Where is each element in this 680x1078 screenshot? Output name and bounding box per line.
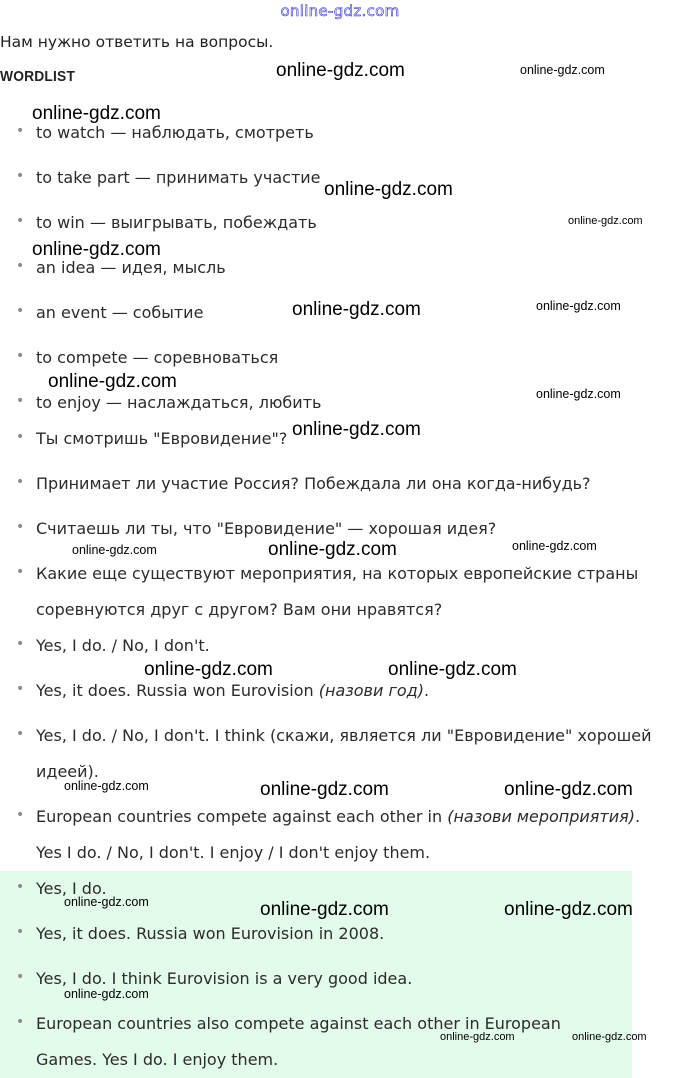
watermark-text: online-gdz.com <box>48 371 177 392</box>
watermark-text: online-gdz.com <box>268 539 397 560</box>
watermark-text: online-gdz.com <box>512 539 597 553</box>
watermark-text: online-gdz.com <box>536 387 621 401</box>
bullet-icon: • <box>16 969 25 985</box>
bullet-icon: • <box>16 168 25 184</box>
bullet-icon: • <box>16 348 25 364</box>
template-item: • European countries compete against each other in (назови мероприятия). <box>16 807 641 826</box>
wordlist-item: • to compete — соревноваться <box>16 348 279 367</box>
wordlist-item: • to watch — наблюдать, смотреть <box>16 123 314 142</box>
watermark-text: online-gdz.com <box>536 299 621 313</box>
template-item: • Yes, I do. / No, I don't. <box>16 636 210 655</box>
bullet-icon: • <box>16 807 25 823</box>
bullet-icon: • <box>16 429 25 445</box>
wordlist-item: • to enjoy — наслаждаться, любить <box>16 393 322 412</box>
intro-text: Нам нужно ответить на вопросы. <box>0 33 274 51</box>
bullet-icon: • <box>16 519 25 535</box>
watermark-text: online-gdz.com <box>292 419 421 440</box>
watermark-text: online-gdz.com <box>440 1031 515 1043</box>
question-item: • Принимает ли участие Россия? Побеждала ли она когда-нибудь? <box>16 474 591 493</box>
template-hint: (назови мероприятия) <box>447 807 636 826</box>
wordlist-item: • an event — событие <box>16 303 204 322</box>
wordlist-item: • to take part — принимать участие <box>16 168 321 187</box>
watermark-text: online-gdz.com <box>72 543 157 557</box>
watermark-text: online-gdz.com <box>568 215 643 227</box>
bullet-icon: • <box>16 924 25 940</box>
answer-item: • Yes, it does. Russia won Eurovision in 2008. <box>16 924 385 943</box>
watermark-text: online-gdz.com <box>504 779 633 800</box>
watermark-text: online-gdz.com <box>144 659 273 680</box>
template-item: • Yes, I do. / No, I don't. I think (скажи, является ли "Евровидение" хорошей <box>16 726 652 745</box>
wordlist-item: • an idea — идея, мысль <box>16 258 226 277</box>
template-item: • Yes, it does. Russia won Eurovision (назови год). <box>16 681 430 700</box>
bullet-icon: • <box>16 303 25 319</box>
question-item: • Какие еще существуют мероприятия, на которых европейские страны <box>16 564 639 583</box>
template-item-continuation: Yes I do. / No, I don't. I enjoy / I don't enjoy them. <box>36 843 431 862</box>
site-header-logo[interactable]: online-gdz.com <box>280 2 400 20</box>
template-hint: (назови год) <box>318 681 424 700</box>
watermark-text: online-gdz.com <box>64 987 149 1001</box>
watermark-text: online-gdz.com <box>324 179 453 200</box>
watermark-text: online-gdz.com <box>504 899 633 920</box>
bullet-icon: • <box>16 726 25 742</box>
bullet-icon: • <box>16 258 25 274</box>
watermark-text: online-gdz.com <box>276 60 405 81</box>
watermark-text: online-gdz.com <box>292 299 421 320</box>
wordlist-title: WORDLIST <box>0 68 76 85</box>
watermark-text: online-gdz.com <box>32 239 161 260</box>
watermark-text: online-gdz.com <box>64 895 149 909</box>
bullet-icon: • <box>16 879 25 895</box>
answer-item-continuation: Games. Yes I do. I enjoy them. <box>36 1050 279 1069</box>
watermark-text: online-gdz.com <box>260 899 389 920</box>
watermark-text: online-gdz.com <box>64 779 149 793</box>
bullet-icon: • <box>16 213 25 229</box>
watermark-text: online-gdz.com <box>32 103 161 124</box>
answer-item: • Yes, I do. I think Eurovision is a very good idea. <box>16 969 413 988</box>
question-item: • Ты смотришь "Евровидение"? <box>16 429 288 448</box>
bullet-icon: • <box>16 564 25 580</box>
bullet-icon: • <box>16 474 25 490</box>
answer-item: • European countries also compete against each other in European <box>16 1014 561 1033</box>
watermark-text: online-gdz.com <box>260 779 389 800</box>
bullet-icon: • <box>16 123 25 139</box>
bullet-icon: • <box>16 636 25 652</box>
bullet-icon: • <box>16 393 25 409</box>
watermark-text: online-gdz.com <box>572 1031 647 1043</box>
watermark-text: online-gdz.com <box>388 659 517 680</box>
bullet-icon: • <box>16 681 25 697</box>
wordlist-item: • to win — выигрывать, побеждать <box>16 213 317 232</box>
watermark-text: online-gdz.com <box>520 63 605 77</box>
answer-item: • Yes, I do. <box>16 879 107 898</box>
bullet-icon: • <box>16 1014 25 1030</box>
template-item-continuation: идеей). <box>36 762 99 781</box>
question-item-continuation: соревнуются друг с другом? Вам они нравятся? <box>36 600 443 619</box>
question-item: • Считаешь ли ты, что "Евровидение" — хорошая идея? <box>16 519 497 538</box>
